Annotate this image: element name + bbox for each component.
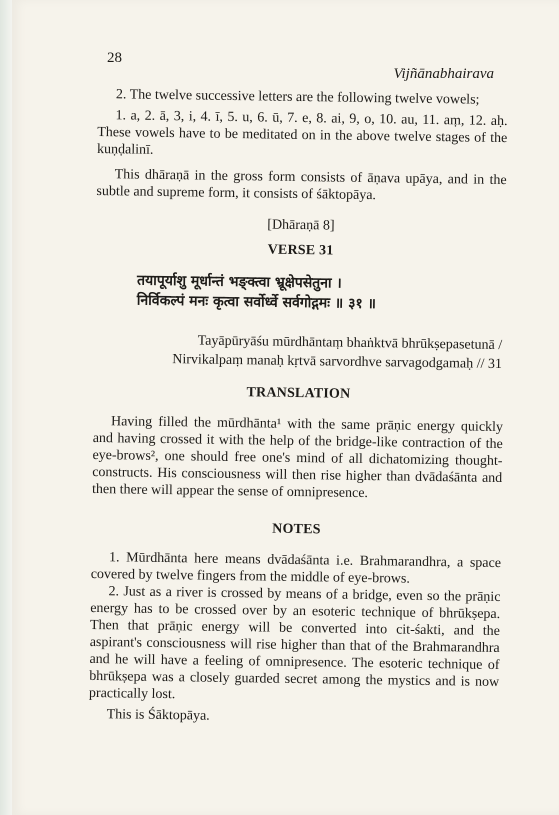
dharana-paragraph: This dhāraṇā in the gross form consists of āṇava upāya, and in the subtle and supreme form, it consists of śāktopāya. [96, 167, 507, 204]
sanskrit-line-2: निर्विकल्पं मनः कृत्वा सर्वोर्ध्वे सर्वगोद्गमः ॥ ३१ ॥ [136, 292, 377, 313]
transliteration [94, 330, 505, 374]
sanskrit-line-1: तयापूर्याशु मूर्धान्तं भङ्क्त्वा भ्रूक्षेपसेतुना । [136, 272, 342, 292]
vowel-list-paragraph: 1. a, 2. ā, 3, i, 4. ī, 5. u, 6. ū, 7. e, 8. ai, 9, o, 10. au, 11. aṃ, 12. aḥ. These vowels have to be meditated on in the above twelve stages of the kuṇḍalinī. [96, 108, 508, 158]
closing-line: This is Śāktopāya. [106, 707, 210, 724]
translation-paragraph: Having filled the mūrdhānta¹ with the same prāṇic energy quickly and having crossed it with the help of the bridge-like contraction of the eye-brows², one should free one's mind of all dichatomizing thought-constructs. His consciousness will then rise higher than dvādaśānta and then there will appear the sense of omnipresence. [91, 414, 504, 502]
book-page [12, 0, 559, 815]
transliteration-line-2: Nirvikalpaṃ manaḥ kṛtvā sarvordhve sarvagodgamaḥ // 31 [172, 352, 503, 373]
page-content [89, 86, 508, 729]
transliteration-line-1: Tayāpūryāśu mūrdhāntaṃ bhaṅktvā bhrūkṣepasetunā / [197, 333, 503, 354]
sanskrit-verse [137, 271, 506, 316]
note-1: 1. Mūrdhānta here means dvādaśānta i.e. Brahmarandhra, a space covered by twelve fingers from the middle of eye-brows. [90, 550, 502, 587]
page-number: 28 [107, 50, 122, 66]
notes-list [89, 549, 501, 708]
verse-title: VERSE 31 [267, 242, 334, 259]
translation-heading: TRANSLATION [246, 385, 351, 402]
dharana-label: [Dhāraṇā 8] [267, 217, 335, 234]
note-2: 2. Just as a river is crossed by means of a bridge, even so the prāṇic energy has to be crossed over by an esoteric technique of bhrūkṣepa. Then that prāṇic energy will be converted into cit-śakti, and the aspirant's consciousness will rise higher than that of the Brahmarandhra and he will have a feeling of omnipresence. The esoteric technique of bhrūkṣepa was a closely guarded secret among the mystics and is now practically lost. [88, 584, 501, 703]
intro-paragraph-2: 2. The twelve successive letters are the following twelve vowels; [115, 87, 480, 108]
running-head: Vijñānabhairava [393, 66, 494, 82]
notes-heading: NOTES [272, 521, 321, 538]
